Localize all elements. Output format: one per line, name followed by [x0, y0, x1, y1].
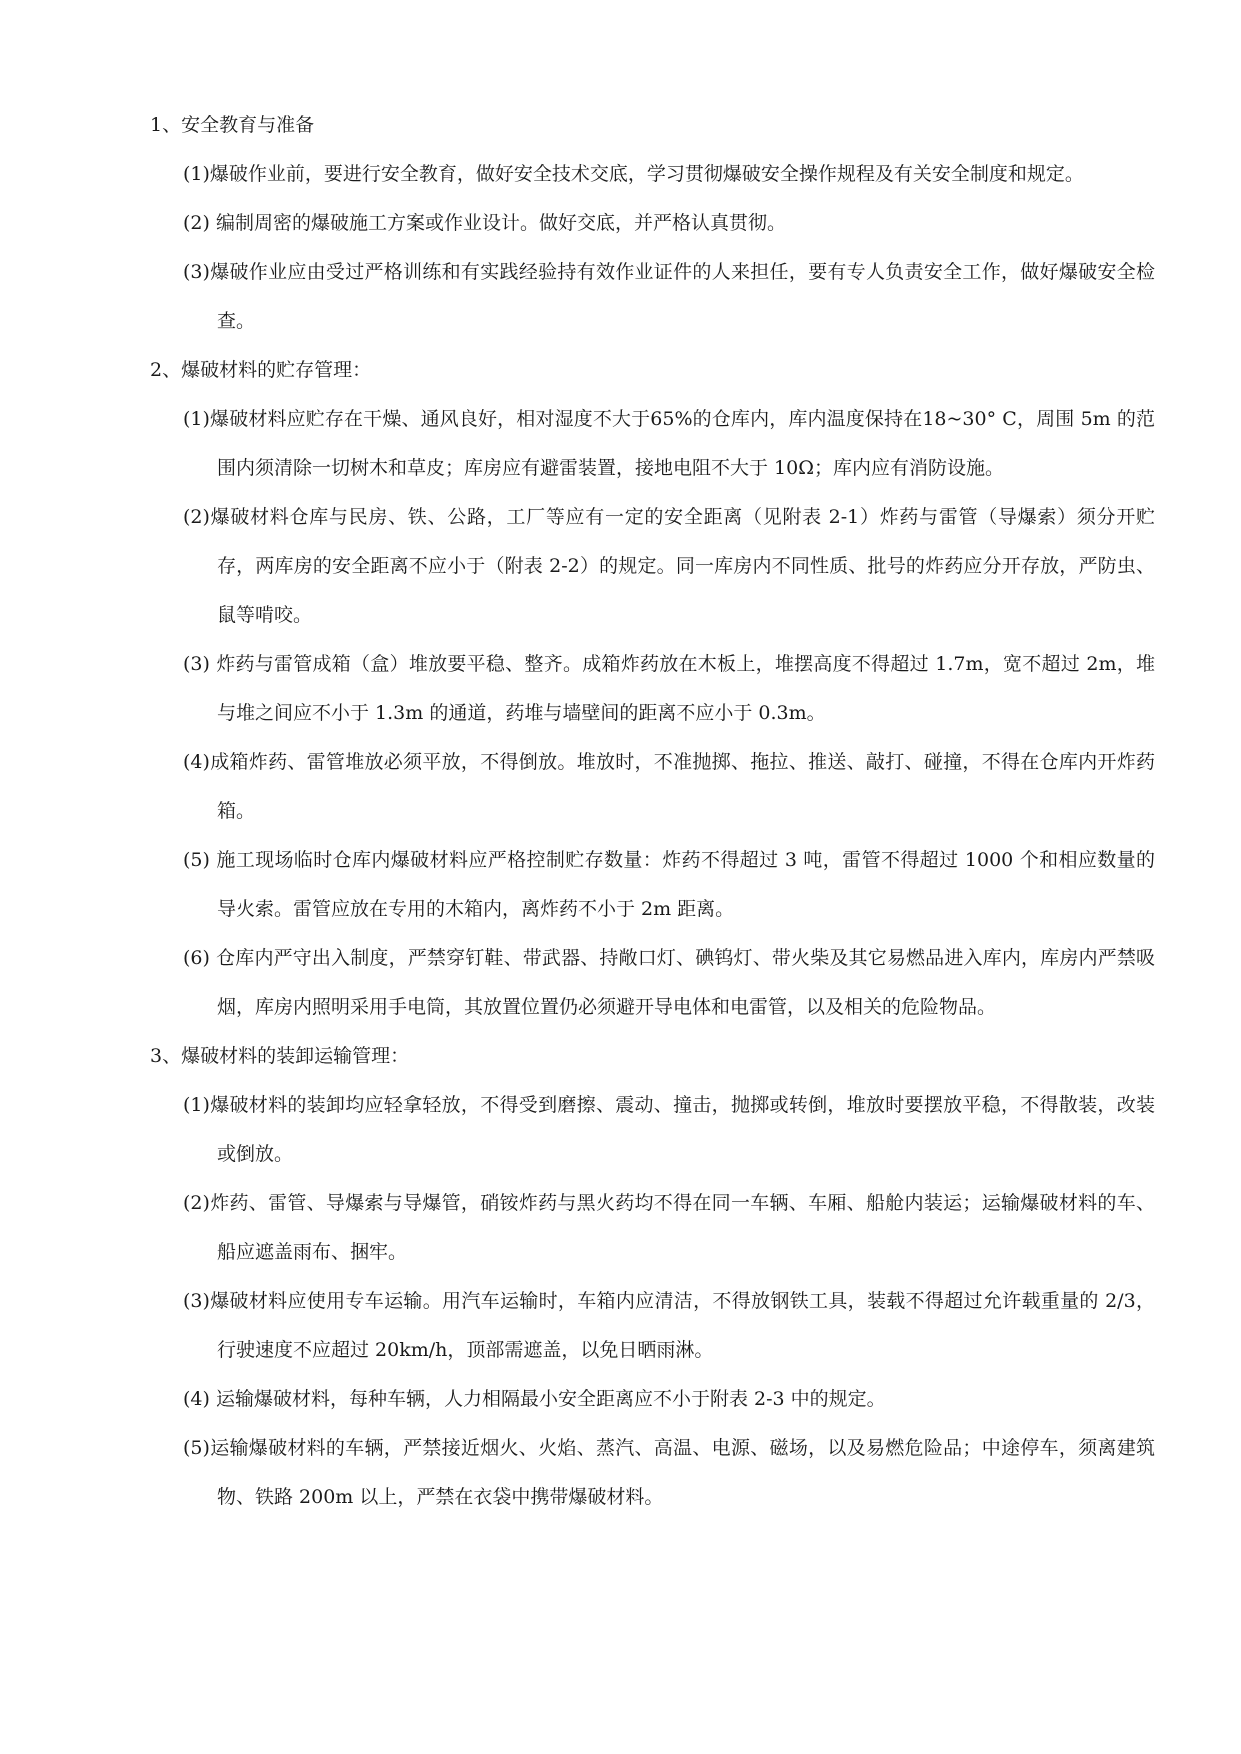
list-item: (4) 运输爆破材料，每种车辆，人力相隔最小安全距离应不小于附表 2-3 中的规定。 [183, 1388, 886, 1410]
list-item: (2) 编制周密的爆破施工方案或作业设计。做好交底，并严格认真贯彻。 [183, 212, 786, 234]
list-item: (5)运输爆破材料的车辆，严禁接近烟火、火焰、蒸汽、高温、电源、磁场，以及易燃危险品；中途停车，须离建筑物、铁路 200m 以上，严禁在衣袋中携带爆破材料。 [183, 1437, 1155, 1508]
list-item: (5) 施工现场临时仓库内爆破材料应严格控制贮存数量：炸药不得超过 3 吨，雷管不得超过 1000 个和相应数量的导火索。雷管应放在专用的木箱内，离炸药不小于 2m 距离。 [183, 849, 1155, 920]
section-heading: 2、爆破材料的贮存管理： [150, 359, 372, 381]
list-item: (1)爆破材料的装卸均应轻拿轻放，不得受到磨擦、震动、撞击，抛掷或转倒，堆放时要摆放平稳，不得散装，改装或倒放。 [183, 1094, 1155, 1165]
section-heading: 1、安全教育与准备 [150, 114, 315, 136]
list-item: (2)爆破材料仓库与民房、铁、公路，工厂等应有一定的安全距离（见附表 2-1）炸药与雷管（导爆索）须分开贮存，两库房的安全距离不应小于（附表 2-2）的规定。同一库房内不同性质、批号的炸药应分开存放，严防虫、鼠等啃咬。 [183, 506, 1155, 626]
document-body [150, 101, 1155, 1522]
list-item: (4)成箱炸药、雷管堆放必须平放，不得倒放。堆放时，不准抛掷、拖拉、推送、敲打、碰撞，不得在仓库内开炸药箱。 [183, 751, 1155, 822]
list-item: (1)爆破作业前，要进行安全教育，做好安全技术交底，学习贯彻爆破安全操作规程及有关安全制度和规定。 [183, 163, 1084, 185]
list-item: (1)爆破材料应贮存在干燥、通风良好，相对湿度不大于65%的仓库内，库内温度保持在18~30° C，周围 5m 的范围内须清除一切树木和草皮；库房应有避雷装置，接地电阻不大于 10Ω；库内应有消防设施。 [183, 408, 1155, 479]
list-item: (3)爆破作业应由受过严格训练和有实践经验持有效作业证件的人来担任，要有专人负责安全工作，做好爆破安全检查。 [183, 261, 1155, 332]
list-item: (2)炸药、雷管、导爆索与导爆管，硝铵炸药与黑火药均不得在同一车辆、车厢、船舱内装运；运输爆破材料的车、船应遮盖雨布、捆牢。 [183, 1192, 1155, 1263]
section-heading: 3、爆破材料的装卸运输管理： [150, 1045, 410, 1067]
list-item: (3)爆破材料应使用专车运输。用汽车运输时，车箱内应清洁，不得放钢铁工具，装载不得超过允许载重量的 2/3，行驶速度不应超过 20km/h，顶部需遮盖，以免日晒雨淋。 [183, 1290, 1155, 1361]
list-item: (3) 炸药与雷管成箱（盒）堆放要平稳、整齐。成箱炸药放在木板上，堆摆高度不得超过 1.7m，宽不超过 2m，堆与堆之间应不小于 1.3m 的通道，药堆与墙壁间的距离不应小于 0.3m。 [183, 653, 1155, 724]
list-item: (6) 仓库内严守出入制度，严禁穿钉鞋、带武器、持敞口灯、碘钨灯、带火柴及其它易燃品进入库内，库房内严禁吸烟，库房内照明采用手电筒，其放置位置仍必须避开导电体和电雷管，以及相关的危险物品。 [183, 947, 1155, 1018]
